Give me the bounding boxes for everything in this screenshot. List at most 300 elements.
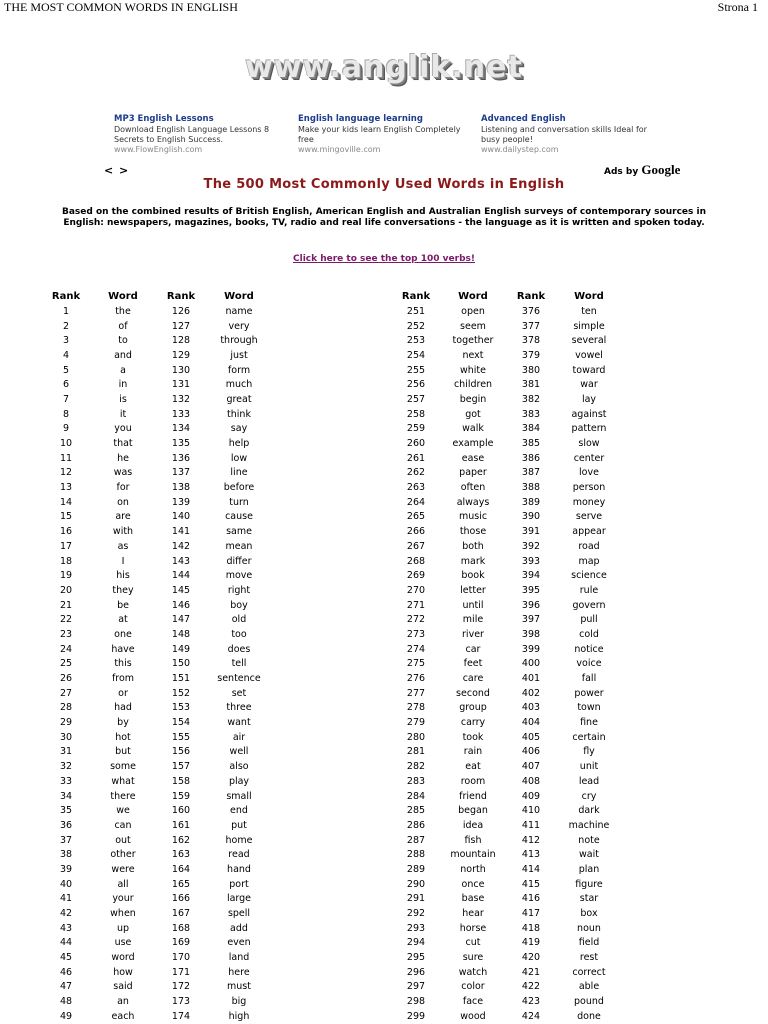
table-row (44, 377, 274, 392)
rank-cell: 262 (406, 467, 426, 479)
rank-cell: 379 (521, 349, 541, 361)
rank-cell: 1 (62, 305, 70, 317)
word-cell: mile (462, 614, 484, 626)
table-row (394, 598, 624, 613)
rank-cell: 423 (521, 996, 541, 1008)
word-cell: love (579, 467, 599, 479)
word-cell: out (115, 834, 131, 846)
table-row (394, 686, 624, 701)
word-cell: began (458, 805, 488, 817)
rank-cell: 385 (521, 438, 541, 450)
rank-cell: 33 (59, 775, 73, 787)
word-cell: even (227, 937, 251, 949)
rank-cell: 400 (521, 658, 541, 670)
word-cell: noun (577, 922, 601, 934)
rank-cell: 41 (59, 893, 73, 905)
rank-cell: 161 (171, 819, 191, 831)
word-cell: horse (459, 922, 487, 934)
word-cell: fly (583, 746, 595, 758)
word-cell: north (460, 863, 486, 875)
rank-cell: 32 (59, 761, 73, 773)
rank-cell: 295 (406, 952, 426, 964)
word-cell: star (579, 893, 599, 905)
rank-cell: 166 (171, 893, 191, 905)
rank-cell: 273 (406, 628, 426, 640)
table-row (44, 686, 274, 701)
rank-cell: 398 (521, 628, 541, 640)
table-row (44, 510, 274, 525)
table-row (394, 392, 624, 407)
rank-cell: 159 (171, 790, 191, 802)
word-cell: set (231, 687, 247, 699)
table-row (44, 436, 274, 451)
rank-cell: 256 (406, 379, 426, 391)
rank-cell: 291 (406, 893, 426, 905)
table-row (44, 539, 274, 554)
word-cell: this (114, 658, 132, 670)
rank-cell: 8 (62, 408, 70, 420)
rank-cell: 171 (171, 966, 191, 978)
word-cell: ease (461, 452, 485, 464)
rank-cell: 136 (171, 452, 191, 464)
intro-text: Based on the combined results of British English, American English and Australian English surveys of contemporary sources in English: newspapers, magazines, books, TV, radio and real life conversations - the language as it is written and spoken today. (61, 207, 706, 228)
word-cell: each (111, 1010, 135, 1022)
rank-cell: 158 (171, 775, 191, 787)
table-row (394, 510, 624, 525)
ad-3[interactable] (481, 114, 656, 155)
rank-cell: 173 (171, 996, 191, 1008)
word-cell: often (460, 482, 486, 494)
word-cell: too (231, 628, 247, 640)
word-cell: in (118, 379, 128, 391)
word-cell: also (229, 761, 249, 773)
rank-cell: 258 (406, 408, 426, 420)
word-cell: with (112, 526, 134, 538)
rank-cell: 18 (59, 555, 73, 567)
word-cell: were (111, 863, 135, 875)
table-row (44, 906, 274, 921)
table-row (44, 612, 274, 627)
rank-cell: 406 (521, 746, 541, 758)
rank-cell: 140 (171, 511, 191, 523)
word-cell: mark (460, 555, 486, 567)
rank-cell: 127 (171, 320, 191, 332)
rank-cell: 34 (59, 790, 73, 802)
rank-cell: 137 (171, 467, 191, 479)
word-cell: when (110, 908, 136, 920)
table-row (44, 833, 274, 848)
word-cell: line (230, 467, 248, 479)
rank-cell: 283 (406, 775, 426, 787)
word-cell: right (227, 584, 251, 596)
page-header (0, 0, 768, 14)
word-cell: port (229, 878, 249, 890)
word-header: Word (224, 290, 254, 302)
word-cell: land (228, 952, 250, 964)
table-row (394, 539, 624, 554)
rank-cell: 152 (171, 687, 191, 699)
table-row (44, 363, 274, 378)
table-row (44, 524, 274, 539)
word-cell: simple (573, 320, 605, 332)
table-row (44, 1009, 274, 1024)
table-row (394, 862, 624, 877)
word-cell: appear (572, 526, 606, 538)
table-row (394, 451, 624, 466)
rank-cell: 409 (521, 790, 541, 802)
word-cell: put (231, 819, 247, 831)
table-row (44, 759, 274, 774)
table-row (394, 789, 624, 804)
word-cell: slow (578, 438, 600, 450)
word-cell: before (223, 482, 255, 494)
rank-cell: 399 (521, 643, 541, 655)
rank-cell: 394 (521, 570, 541, 582)
rank-cell: 150 (171, 658, 191, 670)
table-row (394, 965, 624, 980)
word-cell: road (578, 540, 600, 552)
table-row (44, 877, 274, 892)
site-logo[interactable]: www.anglik.net (245, 50, 523, 85)
word-cell: toward (572, 364, 606, 376)
word-cell: play (228, 775, 250, 787)
rank-cell: 132 (171, 393, 191, 405)
word-cell: you (114, 423, 132, 435)
rank-cell: 11 (59, 452, 73, 464)
table-row (44, 480, 274, 495)
word-cell: several (571, 335, 607, 347)
word-cell: box (580, 908, 598, 920)
rank-cell: 253 (406, 335, 426, 347)
word-cell: govern (572, 599, 606, 611)
table-row (394, 480, 624, 495)
rank-cell: 299 (406, 1010, 426, 1022)
ad-2-title[interactable]: English language learning (298, 114, 423, 124)
rank-cell: 413 (521, 849, 541, 861)
word-cell: add (230, 922, 248, 934)
word-cell: is (119, 393, 127, 405)
table-row (394, 495, 624, 510)
word-cell: mean (225, 540, 253, 552)
rank-cell: 271 (406, 599, 426, 611)
rank-cell: 2 (62, 320, 70, 332)
word-cell: the (115, 305, 131, 317)
word-cell: it (119, 408, 127, 420)
word-cell: all (117, 878, 129, 890)
word-cell: use (114, 937, 132, 949)
rank-cell: 49 (59, 1010, 73, 1022)
rank-cell: 282 (406, 761, 426, 773)
word-cell: very (228, 320, 250, 332)
rank-cell: 279 (406, 717, 426, 729)
page-number: Strona 1 (717, 0, 758, 14)
rank-cell: 142 (171, 540, 191, 552)
rank-cell: 268 (406, 555, 426, 567)
word-cell: lead (578, 775, 600, 787)
word-cell: begin (459, 393, 487, 405)
rank-cell: 129 (171, 349, 191, 361)
rank-cell: 170 (171, 952, 191, 964)
table-row (394, 833, 624, 848)
table-row (394, 363, 624, 378)
word-cell: field (578, 937, 600, 949)
rank-cell: 44 (59, 937, 73, 949)
table-row (394, 657, 624, 672)
rank-cell: 257 (406, 393, 426, 405)
rank-cell: 130 (171, 364, 191, 376)
rank-cell: 402 (521, 687, 541, 699)
rank-cell: 296 (406, 966, 426, 978)
rank-cell: 293 (406, 922, 426, 934)
rank-cell: 160 (171, 805, 191, 817)
ad-3-url[interactable]: www.dailystep.com (481, 145, 559, 154)
rank-cell: 412 (521, 834, 541, 846)
table-row (44, 994, 274, 1009)
word-cell: cause (225, 511, 253, 523)
word-cell: hand (227, 863, 251, 875)
word-cell: from (111, 673, 135, 685)
word-cell: river (462, 628, 484, 640)
table-row (44, 627, 274, 642)
rank-cell: 31 (59, 746, 73, 758)
word-cell: name (225, 305, 253, 317)
word-cell: plan (578, 863, 600, 875)
rank-cell: 146 (171, 599, 191, 611)
word-cell: white (460, 364, 486, 376)
word-cell: serve (575, 511, 603, 523)
rank-cell: 153 (171, 702, 191, 714)
word-header: Word (458, 290, 488, 302)
rank-cell: 387 (521, 467, 541, 479)
ads-by-prefix: Ads by (604, 167, 639, 177)
table-row (394, 759, 624, 774)
word-cell: color (461, 981, 485, 993)
word-cell: home (225, 834, 253, 846)
table-row (44, 921, 274, 936)
word-cell: voice (576, 658, 602, 670)
word-cell: rest (579, 952, 599, 964)
word-cell: rain (463, 746, 483, 758)
rank-cell: 414 (521, 863, 541, 875)
ad-3-title[interactable]: Advanced English (481, 114, 566, 124)
word-cell: figure (575, 878, 603, 890)
word-cell: always (456, 496, 490, 508)
word-cell: through (220, 335, 258, 347)
word-cell: example (452, 438, 494, 450)
table-row (394, 892, 624, 907)
word-cell: he (117, 452, 129, 464)
word-cell: large (226, 893, 252, 905)
rank-cell: 274 (406, 643, 426, 655)
rank-cell: 42 (59, 908, 73, 920)
table-row (44, 950, 274, 965)
rank-cell: 392 (521, 540, 541, 552)
ad-1-url[interactable]: www.FlowEnglish.com (114, 145, 203, 154)
page-title: The 500 Most Commonly Used Words in English (203, 177, 565, 192)
rank-cell: 292 (406, 908, 426, 920)
word-header: Word (108, 290, 138, 302)
word-cell: same (226, 526, 252, 538)
table-row (394, 627, 624, 642)
word-cell: money (572, 496, 606, 508)
word-cell: to (118, 335, 128, 347)
word-cell: map (578, 555, 600, 567)
table-row (394, 994, 624, 1009)
table-row (394, 407, 624, 422)
word-cell: a (120, 364, 126, 376)
word-cell: tell (231, 658, 247, 670)
rank-cell: 267 (406, 540, 426, 552)
word-cell: want (227, 717, 251, 729)
word-cell: done (577, 1010, 601, 1022)
google-logo: Google (641, 162, 681, 177)
table-row (44, 657, 274, 672)
rank-cell: 276 (406, 673, 426, 685)
ad-2-desc: Make your kids learn English Completely free (298, 125, 461, 144)
rank-cell: 384 (521, 423, 541, 435)
rank-cell: 21 (59, 599, 73, 611)
word-cell: wait (579, 849, 599, 861)
word-cell: got (465, 408, 481, 420)
word-cell: fall (581, 673, 597, 685)
rank-cell: 5 (62, 364, 70, 376)
rank-cell: 25 (59, 658, 73, 670)
word-cell: small (226, 790, 252, 802)
top-verbs-link[interactable]: Click here to see the top 100 verbs! (293, 254, 475, 264)
rank-cell: 417 (521, 908, 541, 920)
ad-2[interactable] (298, 114, 473, 155)
word-cell: of (118, 320, 128, 332)
word-cell: move (225, 570, 253, 582)
rank-cell: 255 (406, 364, 426, 376)
table-row (394, 304, 624, 319)
rank-cell: 252 (406, 320, 426, 332)
rank-cell: 126 (171, 305, 191, 317)
rank-cell: 286 (406, 819, 426, 831)
table-row (394, 1009, 624, 1024)
rank-cell: 389 (521, 496, 541, 508)
word-cell: was (113, 467, 133, 479)
rank-cell: 24 (59, 643, 73, 655)
rank-cell: 415 (521, 878, 541, 890)
rank-cell: 290 (406, 878, 426, 890)
word-cell: together (452, 335, 494, 347)
rank-cell: 30 (59, 731, 73, 743)
word-cell: hear (462, 908, 484, 920)
rank-cell: 419 (521, 937, 541, 949)
rank-cell: 422 (521, 981, 541, 993)
table-row (394, 642, 624, 657)
word-cell: how (113, 966, 133, 978)
word-cell: form (227, 364, 251, 376)
ad-2-url[interactable]: www.mingoville.com (298, 145, 381, 154)
rank-cell: 418 (521, 922, 541, 934)
word-cell: but (115, 746, 131, 758)
rank-cell: 265 (406, 511, 426, 523)
rank-cell: 23 (59, 628, 73, 640)
rank-cell: 128 (171, 335, 191, 347)
word-cell: eat (465, 761, 481, 773)
rank-cell: 9 (62, 423, 70, 435)
rank-cell: 14 (59, 496, 73, 508)
rank-cell: 420 (521, 952, 541, 964)
word-cell: those (459, 526, 487, 538)
ads-by-google[interactable] (604, 162, 680, 178)
word-cell: much (225, 379, 253, 391)
word-cell: here (228, 966, 250, 978)
ad-1-title[interactable]: MP3 English Lessons (114, 114, 214, 124)
rank-cell: 269 (406, 570, 426, 582)
rank-cell: 407 (521, 761, 541, 773)
rank-cell: 151 (171, 673, 191, 685)
table-row (44, 348, 274, 363)
word-cell: letter (460, 584, 486, 596)
ad-1[interactable] (114, 114, 289, 155)
word-cell: group (459, 702, 487, 714)
rank-cell: 162 (171, 834, 191, 846)
rank-cell: 298 (406, 996, 426, 1008)
table-row (44, 451, 274, 466)
rank-cell: 131 (171, 379, 191, 391)
ad-nav-arrows[interactable]: < > (104, 164, 130, 177)
rank-cell: 19 (59, 570, 73, 582)
rank-cell: 424 (521, 1010, 541, 1022)
rank-cell: 410 (521, 805, 541, 817)
table-row (394, 715, 624, 730)
word-cell: ten (581, 305, 597, 317)
rank-cell: 284 (406, 790, 426, 802)
word-cell: on (117, 496, 129, 508)
word-cell: note (578, 834, 600, 846)
table-row (394, 921, 624, 936)
rank-cell: 376 (521, 305, 541, 317)
rank-cell: 40 (59, 878, 73, 890)
ad-1-desc: Download English Language Lessons 8 Secrets to English Success. (114, 125, 270, 144)
table-row (44, 466, 274, 481)
rank-cell: 404 (521, 717, 541, 729)
table-row (394, 774, 624, 789)
table-row (44, 892, 274, 907)
rank-cell: 156 (171, 746, 191, 758)
word-cell: help (228, 438, 250, 450)
table-row (394, 568, 624, 583)
rank-cell: 29 (59, 717, 73, 729)
words-table-right (394, 288, 624, 1024)
rank-cell: 35 (59, 805, 73, 817)
rank-cell: 382 (521, 393, 541, 405)
word-cell: turn (229, 496, 249, 508)
word-cell: seem (460, 320, 486, 332)
word-cell: cry (581, 790, 597, 802)
rank-cell: 3 (62, 335, 70, 347)
word-cell: rule (579, 584, 599, 596)
rank-cell: 270 (406, 584, 426, 596)
rank-cell: 378 (521, 335, 541, 347)
rank-cell: 157 (171, 761, 191, 773)
word-cell: end (230, 805, 248, 817)
word-cell: face (462, 996, 484, 1008)
word-cell: at (118, 614, 128, 626)
rank-cell: 139 (171, 496, 191, 508)
table-row (44, 789, 274, 804)
word-cell: three (226, 702, 252, 714)
table-row (394, 671, 624, 686)
rank-cell: 47 (59, 981, 73, 993)
word-cell: for (116, 482, 130, 494)
table-row (394, 950, 624, 965)
word-cell: high (228, 1010, 250, 1022)
rank-cell: 411 (521, 819, 541, 831)
